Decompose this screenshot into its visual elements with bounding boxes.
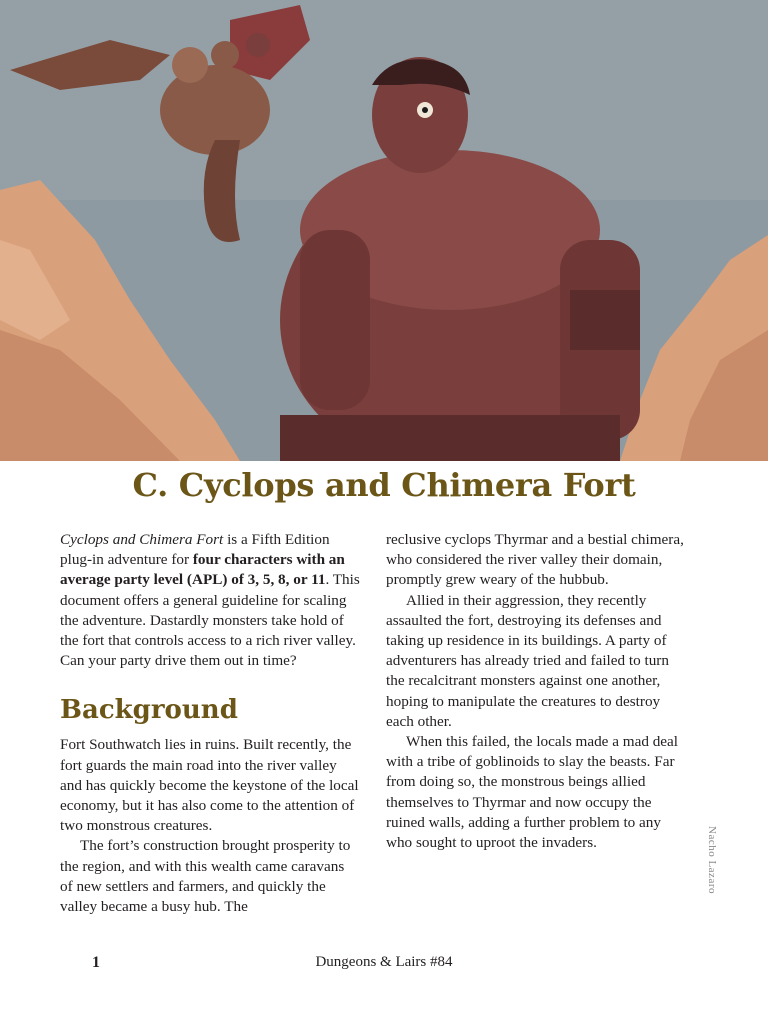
right-paragraph-2: Allied in their aggression, they recently assaulted the fort, destroying its defenses and taking up residence in its buildings. A party of adventurers has already tried and failed to turn the recalcitrant monsters against one another, hoping to manipulate the creatures to destroy each other. — [386, 591, 669, 730]
page-number: 1 — [92, 954, 100, 971]
intro-title-italic: Cyclops and Chimera Fort — [60, 531, 224, 548]
intro-bold: four characters with an average party level (APL) of 3, 5, 8, or 11 — [60, 551, 345, 589]
right-column — [386, 530, 686, 853]
hero-illustration — [0, 0, 768, 461]
right-paragraph-1: reclusive cyclops Thyrmar and a bestial chimera, who considered the river valley their domain, promptly grew weary of the hubbub. — [386, 531, 684, 589]
page-title: C. Cyclops and Chimera Fort — [132, 466, 636, 504]
artist-credit: Nacho Lazaro — [706, 826, 718, 894]
left-column — [60, 530, 360, 917]
background-paragraph-2: The fort’s construction brought prosperity to the region, and with this wealth came caravans of new settlers and farmers, and quickly the valley became a busy hub. The — [60, 837, 351, 916]
intro-paragraph — [60, 530, 360, 671]
right-paragraph-3: When this failed, the locals made a mad deal with a tribe of goblinoids to slay the beasts. Far from doing so, the monstrous beings allied themselves to Thyrmar and now occupy the ruined walls, adding a further problem to any who sought to uproot the invaders. — [386, 733, 679, 852]
intro-text-2: . This document offers a general guideline for scaling the adventure. Dastardly monsters take hold of the fort that controls access to a rich river valley. Can your party drive them out in time? — [60, 571, 360, 670]
background-paragraph-1: Fort Southwatch lies in ruins. Built recently, the fort guards the main road into the river valley and has quickly become the keystone of the local economy, but it has also come to the attention of two monstrous creatures. — [60, 736, 359, 835]
background-heading: Background — [60, 695, 238, 726]
footer-publication: Dungeons & Lairs #84 — [315, 954, 453, 970]
cyclops-and-chimera-illustration — [0, 0, 768, 461]
intro-text-1: is a Fifth Edition plug-in adventure for — [60, 531, 330, 569]
